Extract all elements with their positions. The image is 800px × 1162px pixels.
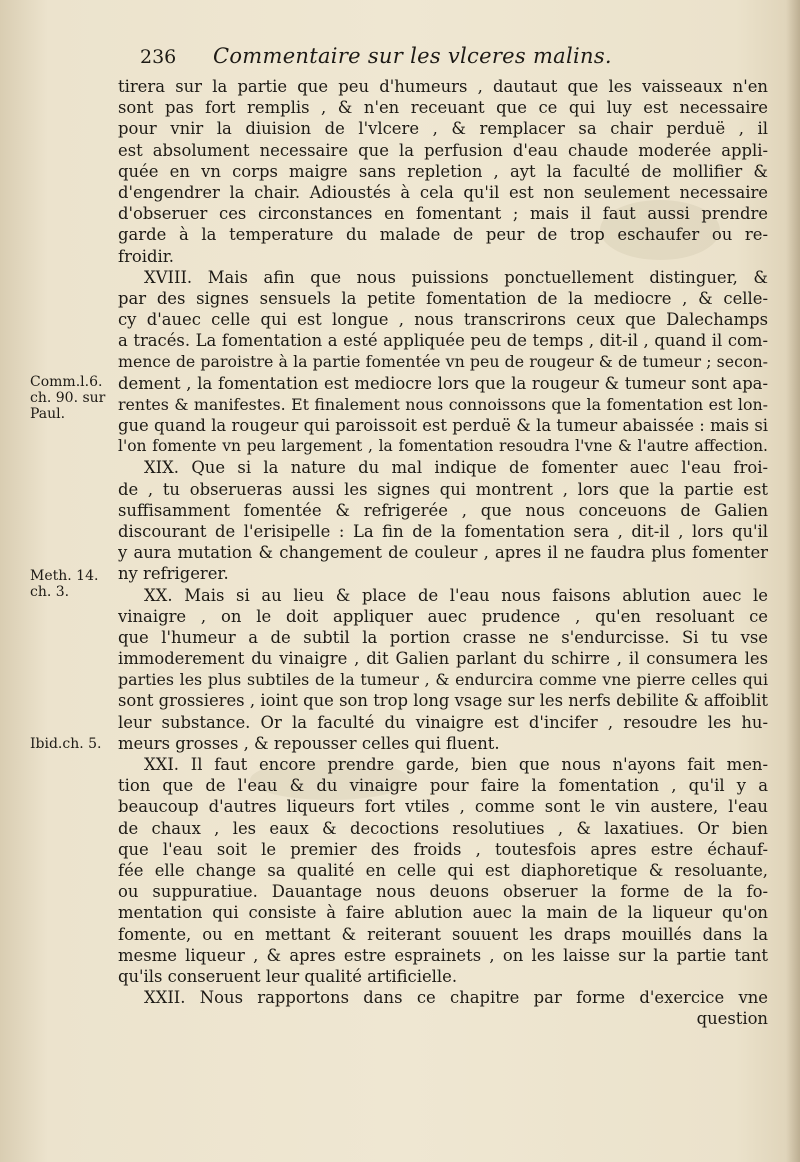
text-line: quée en vn corps maigre sans repletion , ayt la faculté de mollifier & [118,161,768,181]
paragraph-xxii: XXII. Nous rapportons dans ce chapitre par forme d'exercice vne [144,988,768,1008]
text-line: leur substance. Or la faculté du vinaigre est d'incifer , resoudre les hu- [118,712,768,732]
text-line: d'obseruer ces circonstances en fomentant ; mais il faut aussi prendre [118,204,768,224]
page-edge-shadow [786,0,800,1162]
text-line: discourant de l'erisipelle : La fin de la fomentation sera , dit-il , lors qu'il [118,521,768,541]
text-line: fée elle change sa qualité en celle qui est diaphoretique & resoluante, [118,860,768,880]
text-line: de , tu obserueras aussi les signes qui montrent , lors que la partie est [118,479,768,499]
text-line: cy d'auec celle qui est longue , nous transcrirons ceux que Dalechamps [118,310,768,330]
text-line: ny refrigerer. [118,564,229,584]
text-line: dement , la fomentation est mediocre lors que la rougeur & tumeur sont apa- [118,373,768,393]
text-line: ou suppuratiue. Dauantage nous deuons obseruer la forme de la fo- [118,882,768,902]
text-line: tion que de l'eau & du vinaigre pour faire la fomentation , qu'il y a [118,776,768,796]
margin-note: Comm.l.6. ch. 90. sur Paul. [30,374,106,422]
paragraph-xxi: XXI. Il faut encore prendre garde, bien que nous n'ayons fait men- [144,755,768,774]
text-body [118,76,768,1029]
text-line: vinaigre , on le doit appliquer auec prudence , qu'en resoluant ce [118,606,768,626]
running-header [140,44,760,68]
text-line: mentation qui consiste à faire ablution auec la main de la liqueur qu'on [118,903,768,923]
text-line: sont pas fort remplis , & n'en receuant que ce qui luy est necessaire [118,98,768,118]
text-line: fomente, ou en mettant & reiterant souuent les draps mouillés dans la [118,924,768,944]
text-line: sont grossieres , ioint que son trop long vsage sur les nerfs debilite & affoiblit [118,691,768,711]
text-line: immoderement du vinaigre , dit Galien parlant du schirre , il consumera les [118,649,768,669]
paragraph-xix: XIX. Que si la nature du mal indique de fomenter auec l'eau froi- [144,458,768,478]
text-line: que l'humeur a de subtil la portion crasse ne s'endurcisse. Si tu vse [118,627,768,647]
text-line: par des signes sensuels la petite fomentation de la mediocre , & celle- [118,288,768,308]
text-line: est absolument necessaire que la perfusion d'eau chaude moderée appli- [118,140,768,160]
text-line: y aura mutation & changement de couleur , apres il ne faudra plus fomenter [118,543,768,563]
text-line: qu'ils conseruent leur qualité artificielle. [118,966,458,986]
text-line: beaucoup d'autres liqueurs fort vtiles , comme sont le vin austere, l'eau [118,797,768,817]
text-line: garde à la temperature du malade de peur de trop eschaufer ou re- [118,225,768,245]
text-line: parties les plus subtiles de la tumeur , & endurcira comme vne pierre celles qui [118,670,768,690]
text-line: mesme liqueur , & apres estre esprainets , on les laisse sur la partie tant [118,945,768,965]
text-line: suffisamment fomentée & refrigerée , que nous conceuons de Galien [118,500,768,520]
text-line: froidir. [118,246,174,266]
text-line: d'engendrer la chair. Adioustés à cela qu'il est non seulement necessaire [118,182,768,202]
page-number: 236 [140,46,177,68]
text-line: a tracés. La fomentation a esté appliquée peu de temps , dit-il , quand il com- [118,331,768,351]
text-line: mence de paroistre à la partie fomentée vn peu de rougeur & de tumeur ; secon- [118,352,768,372]
catchword: question [696,1009,768,1029]
text-line: pour vnir la diuision de l'vlcere , & remplacer sa chair perduë , il [118,119,768,139]
paragraph-xviii: XVIII. Mais afin que nous puissions ponctuellement distinguer, & [144,267,768,287]
margin-note: Meth. 14. ch. 3. [30,568,99,600]
text-line: l'on fomente vn peu largement , la fomentation resoudra l'vne & l'autre affection. [118,437,768,456]
paragraph-xx: XX. Mais si au lieu & place de l'eau nous faisons ablution auec le [144,585,768,605]
text-line: meurs grosses , & repousser celles qui fluent. [118,733,500,753]
text-line: rentes & manifestes. Et finalement nous connoissons que la fomentation est lon- [118,394,768,414]
running-title: Commentaire sur les vlceres malins. [212,44,612,68]
text-line: que l'eau soit le premier des froids , toutesfois apres estre échauf- [118,839,768,859]
text-line: tirera sur la partie que peu d'humeurs , dautaut que les vaisseaux n'en [118,77,768,96]
text-line: gue quand la rougeur qui paroissoit est perduë & la tumeur abaissée : mais si [118,416,768,435]
margin-note: Ibid.ch. 5. [30,736,102,752]
text-line: de chaux , les eaux & decoctions resolutiues , & laxatiues. Or bien [118,818,768,838]
